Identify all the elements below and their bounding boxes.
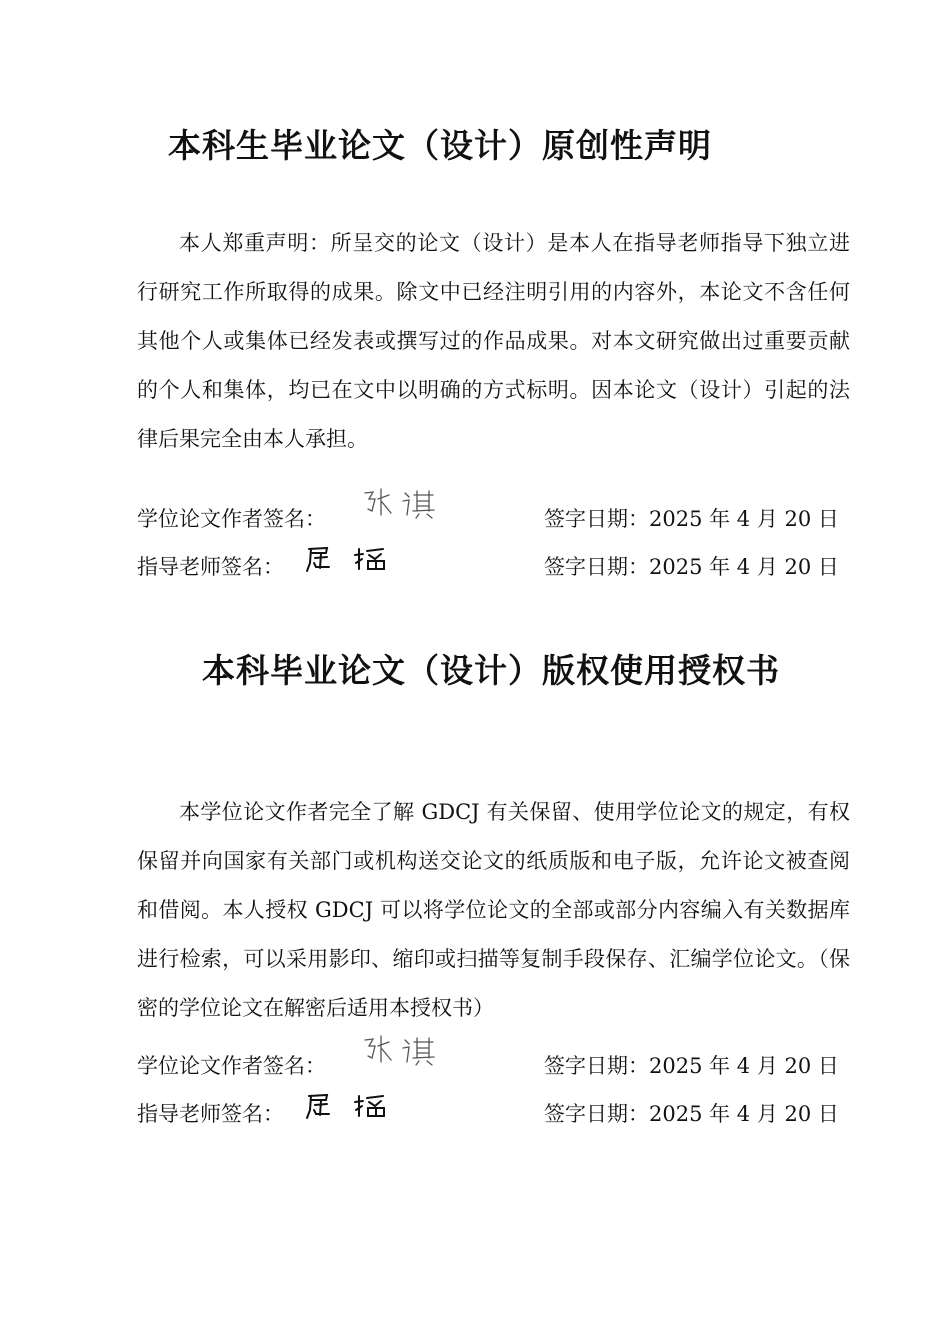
advisor-signature-date: 签字日期：2025 年 4 月 20 日 xyxy=(544,1102,839,1126)
author-signature-row xyxy=(137,1048,850,1084)
author-signature-date: 签字日期：2025 年 4 月 20 日 xyxy=(544,507,839,531)
author-signature-label: 学位论文作者签名： xyxy=(137,1054,326,1078)
author-signature-label: 学位论文作者签名： xyxy=(137,507,326,531)
author-signature-row xyxy=(137,501,850,537)
author-handwritten-signature xyxy=(359,487,437,521)
advisor-signature-date: 签字日期：2025 年 4 月 20 日 xyxy=(544,555,839,579)
advisor-handwritten-signature xyxy=(305,1090,389,1124)
advisor-signature-label: 指导老师签名： xyxy=(137,555,284,579)
declaration-title: 本科生毕业论文（设计）原创性声明 xyxy=(168,126,712,165)
author-handwritten-signature xyxy=(359,1034,437,1068)
authorization-title: 本科毕业论文（设计）版权使用授权书 xyxy=(202,651,780,690)
author-signature-date: 签字日期：2025 年 4 月 20 日 xyxy=(544,1054,839,1078)
declaration-paragraph: 本人郑重声明：所呈交的论文（设计）是本人在指导老师指导下独立进行研究工作所取得的成果。除文中已经注明引用的内容外，本论文不含任何其他个人或集体已经发表或撰写过的作品成果。对本文研究做出过重要贡献的个人和集体，均已在文中以明确的方式标明。因本论文（设计）引起的法律后果完全由本人承担。 xyxy=(137,231,850,451)
advisor-signature-row xyxy=(137,549,850,585)
advisor-signature-row xyxy=(137,1096,850,1132)
advisor-handwritten-signature xyxy=(305,543,389,577)
authorization-paragraph: 本学位论文作者完全了解 GDCJ 有关保留、使用学位论文的规定，有权保留并向国家有关部门或机构送交论文的纸质版和电子版，允许论文被查阅和借阅。本人授权 GDCJ 可以将学位论文的全部或部分内容编入有关数据库进行检索，可以采用影印、缩印或扫描等复制手段保存、汇编学位论文。（保密的学位论文在解密后适用本授权书） xyxy=(137,800,850,1020)
advisor-signature-label: 指导老师签名： xyxy=(137,1102,284,1126)
